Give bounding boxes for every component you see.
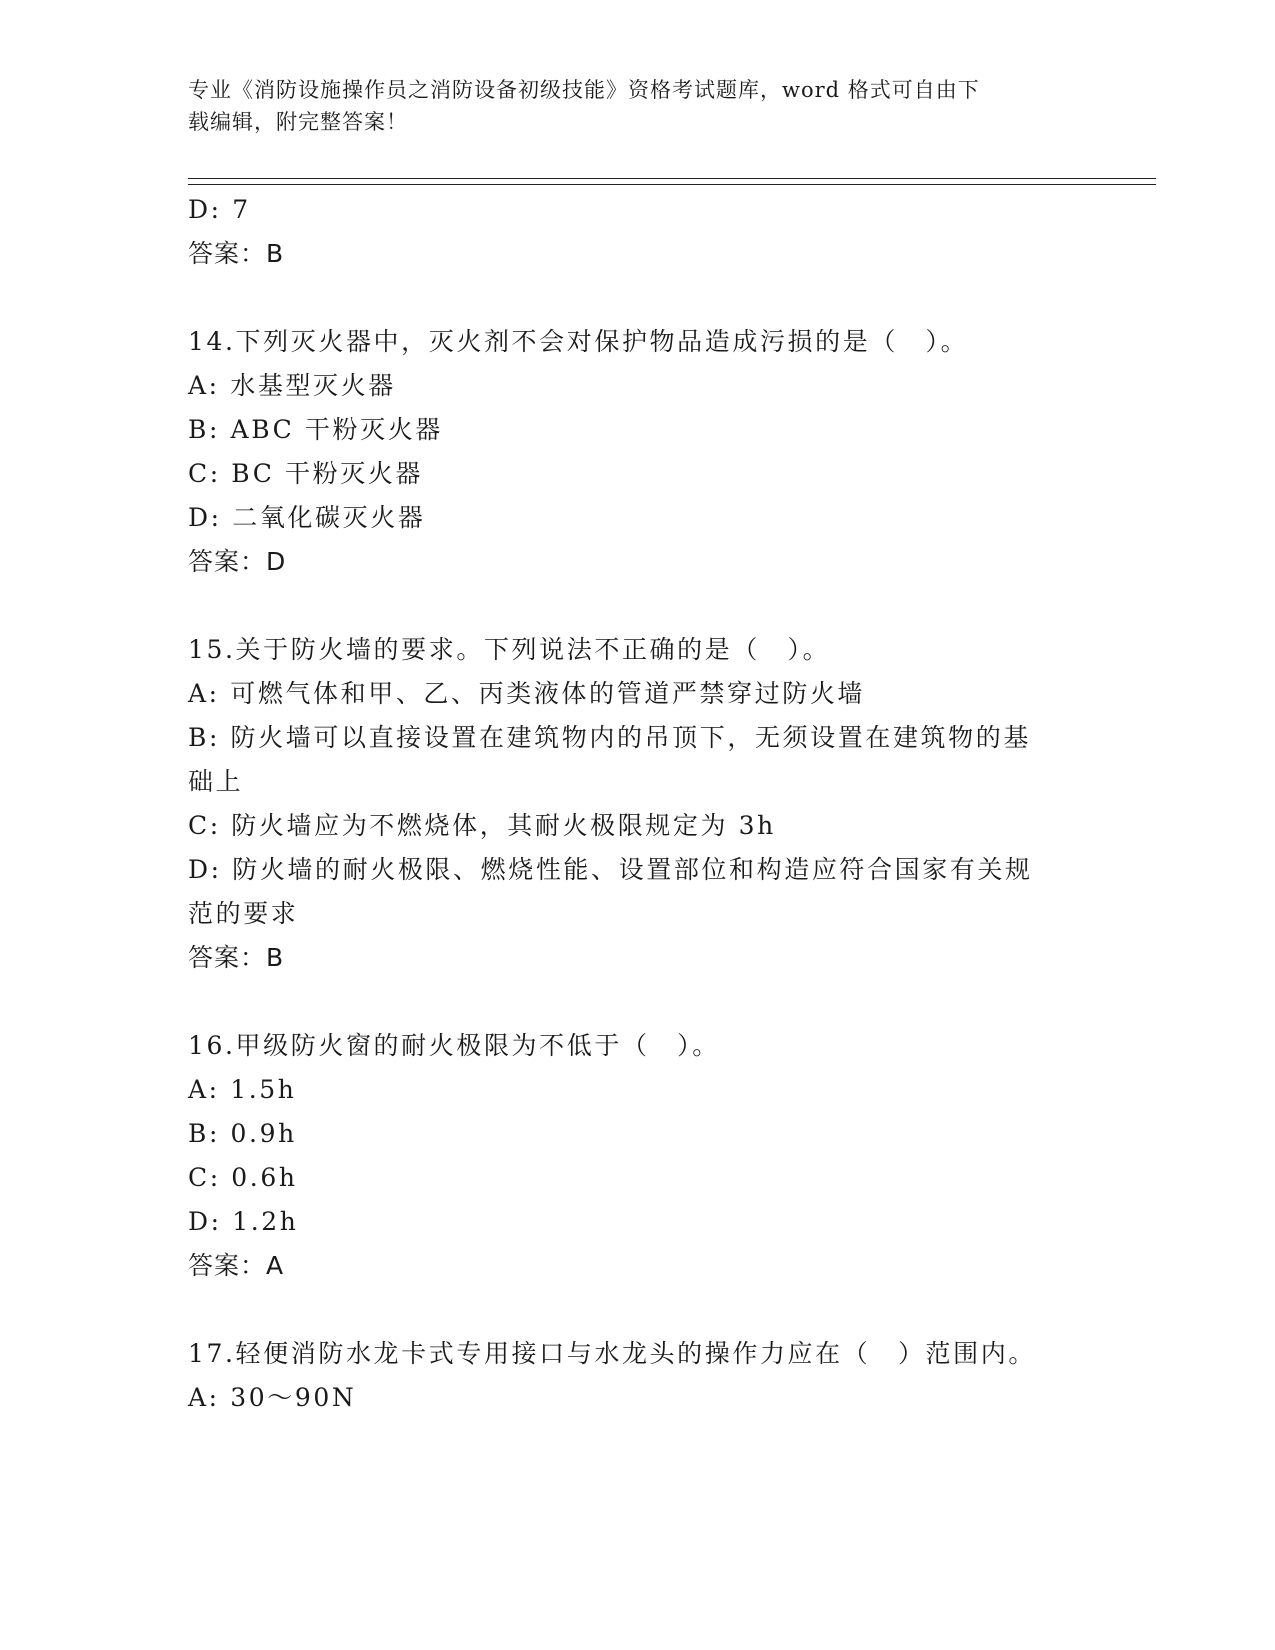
option-line: A: 30～90N	[188, 1383, 357, 1412]
header-line-1: 专业《消防设施操作员之消防设备初级技能》资格考试题库，word 格式可自由下	[188, 78, 980, 102]
option-line: C: 0.6h	[188, 1163, 298, 1192]
header-divider-top	[188, 178, 1156, 179]
question-stem: 14.下列灭火器中，灭火剂不会对保护物品造成污损的是（ ）。	[188, 327, 969, 356]
header-divider-bottom	[188, 184, 1156, 185]
option-line: B: 0.9h	[188, 1119, 297, 1148]
option-line: A: 可燃气体和甲、乙、丙类液体的管道严禁穿过防火墙	[188, 679, 866, 708]
answer-line: 答案：B	[188, 239, 285, 268]
option-line: D: 7	[188, 195, 251, 224]
answer-line: 答案：B	[188, 943, 285, 972]
option-line: 础上	[188, 767, 244, 796]
option-line: A: 水基型灭火器	[188, 371, 396, 400]
question-stem: 16.甲级防火窗的耐火极限为不低于（ ）。	[188, 1031, 720, 1060]
option-line: D: 二氧化碳灭火器	[188, 503, 426, 532]
document-header	[188, 74, 1068, 138]
option-line: C: BC 干粉灭火器	[188, 459, 424, 488]
answer-line: 答案：A	[188, 1251, 285, 1280]
header-line-2: 载编辑，附完整答案！	[188, 110, 408, 134]
option-line: 范的要求	[188, 899, 299, 928]
option-line: A: 1.5h	[188, 1075, 297, 1104]
answer-line: 答案：D	[188, 547, 287, 576]
option-line: B: ABC 干粉灭火器	[188, 415, 443, 444]
option-line: C: 防火墙应为不燃烧体，其耐火极限规定为 3h	[188, 811, 776, 840]
option-line: D: 1.2h	[188, 1207, 299, 1236]
option-line: D: 防火墙的耐火极限、燃烧性能、设置部位和构造应符合国家有关规	[188, 855, 1033, 884]
question-stem: 15.关于防火墙的要求。下列说法不正确的是（ ）。	[188, 635, 831, 664]
option-line: B: 防火墙可以直接设置在建筑物内的吊顶下，无须设置在建筑物的基	[188, 723, 1031, 752]
question-stem: 17.轻便消防水龙卡式专用接口与水龙头的操作力应在（ ）范围内。	[188, 1339, 1036, 1368]
